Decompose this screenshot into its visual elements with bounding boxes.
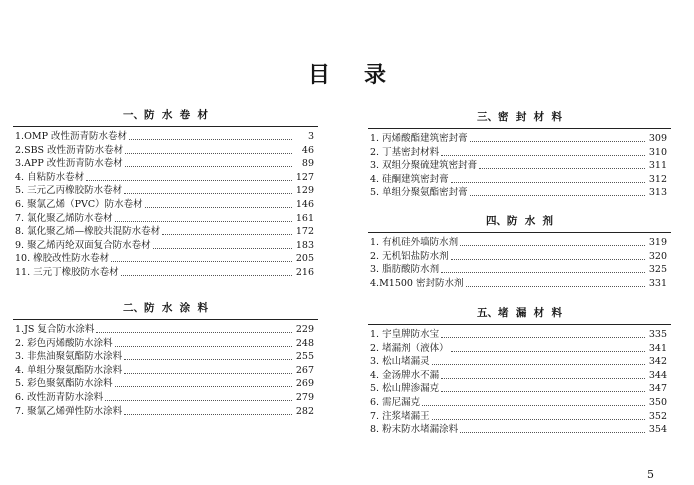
toc-entry-title: 1. 有机硅外墙防水剂: [370, 237, 459, 248]
toc-entry[interactable]: [15, 157, 314, 170]
toc-entry[interactable]: [15, 130, 314, 143]
toc-entry-page: 46: [301, 144, 314, 156]
dot-leader: [441, 146, 645, 156]
toc-entry[interactable]: [15, 323, 314, 336]
dot-leader: [105, 391, 292, 401]
toc-entry[interactable]: [370, 263, 667, 276]
toc-entry-title: 2. 堵漏剂（液体）: [370, 342, 449, 354]
toc-entry-page: 311: [648, 160, 667, 172]
toc-entry-title: 2. 丁基密封材料: [370, 146, 440, 158]
section-heading: 四、防 水 剂: [485, 215, 554, 227]
toc-entry-title: 4.M1500 密封防水剂: [370, 277, 464, 289]
dot-leader: [460, 423, 645, 433]
toc-entry-title: 3. 脂肪酸防水剂: [370, 264, 440, 276]
dot-leader: [125, 144, 292, 154]
toc-entry[interactable]: [370, 159, 667, 172]
dot-leader: [441, 382, 645, 392]
toc-entry-title: 8. 氯化聚乙烯—橡胶共混防水卷材: [15, 226, 161, 238]
toc-entry[interactable]: [15, 377, 314, 390]
toc-entry-page: 89: [301, 158, 314, 170]
toc-entry[interactable]: [370, 250, 667, 263]
toc-entry[interactable]: [370, 236, 667, 249]
section-divider: [13, 319, 318, 320]
toc-entry[interactable]: [370, 186, 667, 199]
toc-entry[interactable]: [370, 423, 667, 436]
dot-leader: [145, 198, 292, 208]
dot-leader: [153, 239, 292, 249]
dot-leader: [86, 171, 292, 181]
dot-leader: [460, 236, 645, 246]
dot-leader: [124, 364, 292, 374]
toc-entry-page: 267: [295, 364, 314, 376]
toc-entry[interactable]: [15, 350, 314, 363]
toc-entry-title: 5. 三元乙丙橡胶防水卷材: [15, 185, 123, 197]
section-heading: 一、防 水 卷 材: [123, 109, 208, 121]
dot-leader: [432, 355, 645, 365]
dot-leader: [115, 377, 292, 387]
toc-entry[interactable]: [370, 173, 667, 186]
dot-leader: [124, 405, 292, 415]
toc-entry[interactable]: [15, 225, 314, 238]
dot-leader: [121, 266, 292, 276]
toc-entry[interactable]: [15, 184, 314, 197]
dot-leader: [129, 130, 292, 140]
toc-entry-page: 319: [648, 237, 667, 248]
toc-entry-title: 1. 丙烯酸酯建筑密封膏: [370, 133, 468, 144]
dot-leader: [115, 337, 292, 347]
toc-entry-title: 9. 聚乙烯丙纶双面复合防水卷材: [15, 239, 151, 251]
toc-entry[interactable]: [15, 391, 314, 404]
toc-entry[interactable]: [370, 396, 667, 409]
toc-entry-title: 4. 自粘防水卷材: [15, 171, 85, 183]
toc-entry-page: 229: [295, 324, 314, 335]
toc-entry-page: 279: [295, 392, 314, 403]
toc-entry-page: 320: [648, 250, 667, 262]
toc-entry[interactable]: [370, 342, 667, 355]
toc-entry-page: 161: [295, 212, 314, 224]
section-divider: [13, 126, 318, 127]
toc-entry[interactable]: [15, 212, 314, 225]
toc-entry-title: 4. 单组分聚氨酯防水涂料: [15, 364, 123, 376]
dot-leader: [441, 263, 645, 273]
toc-entry-page: 313: [648, 187, 667, 199]
toc-entry-title: 1.JS 复合防水涂料: [15, 324, 95, 335]
toc-entry[interactable]: [370, 410, 667, 423]
toc-entry[interactable]: [370, 382, 667, 395]
toc-entry-page: 216: [295, 267, 314, 278]
toc-entry-page: 331: [648, 277, 667, 289]
toc-entry-page: 341: [648, 342, 667, 354]
section-divider: [368, 128, 671, 129]
toc-entry[interactable]: [370, 355, 667, 368]
section-divider: [368, 232, 671, 233]
toc-entry[interactable]: [15, 171, 314, 184]
toc-entry[interactable]: [370, 146, 667, 159]
toc-entry-page: 3: [307, 131, 314, 142]
toc-entry-title: 11. 三元丁橡胶防水卷材: [15, 267, 119, 278]
dot-leader: [441, 369, 645, 379]
toc-entry-page: 146: [295, 199, 314, 210]
toc-entry-page: 335: [648, 329, 667, 340]
toc-entry[interactable]: [15, 144, 314, 157]
toc-entry-page: 342: [648, 356, 667, 368]
toc-entry-title: 1. 宇皇牌防水宝: [370, 329, 440, 340]
toc-entry[interactable]: [15, 364, 314, 377]
toc-entry-title: 5. 彩色聚氨酯防水涂料: [15, 378, 113, 390]
toc-entry[interactable]: [15, 405, 314, 418]
toc-entry[interactable]: [370, 132, 667, 145]
section-divider: [368, 324, 671, 325]
toc-entry-title: 3.APP 改性沥青防水卷材: [15, 158, 123, 170]
section-heading: 二、防 水 涂 料: [123, 302, 208, 314]
toc-entry-page: 183: [295, 239, 314, 251]
toc-entry-title: 8. 粉末防水堵漏涂料: [370, 424, 459, 436]
dot-leader: [470, 132, 645, 142]
dot-leader: [432, 410, 645, 420]
dot-leader: [451, 173, 645, 183]
toc-entry-page: 325: [648, 264, 667, 276]
toc-entry[interactable]: [15, 252, 314, 265]
dot-leader: [111, 252, 292, 262]
toc-entry-page: 129: [295, 185, 314, 197]
page-number: 5: [647, 468, 654, 481]
toc-entry[interactable]: [15, 266, 314, 279]
toc-entry-page: 347: [648, 383, 667, 395]
dot-leader: [441, 328, 645, 338]
toc-entry-page: 354: [648, 424, 667, 436]
toc-entry-page: 269: [295, 378, 314, 390]
toc-entry-page: 248: [295, 337, 314, 349]
dot-leader: [124, 184, 292, 194]
toc-entry-page: 282: [295, 405, 314, 417]
toc-entry-title: 5. 单组分聚氨酯密封膏: [370, 187, 468, 199]
toc-entry-title: 7. 聚氯乙烯弹性防水涂料: [15, 405, 123, 417]
toc-entry-title: 6. 聚氯乙烯（PVC）防水卷材: [15, 199, 143, 210]
toc-entry-title: 3. 松山堵漏灵: [370, 356, 430, 368]
dot-leader: [96, 323, 292, 333]
dot-leader: [451, 342, 645, 352]
toc-entry-title: 2. 无机铝盐防水剂: [370, 250, 449, 262]
dot-leader: [470, 186, 645, 196]
toc-entry-page: 350: [648, 397, 667, 408]
toc-entry[interactable]: [15, 198, 314, 211]
dot-leader: [466, 277, 646, 287]
toc-entry-page: 172: [295, 226, 314, 238]
toc-entry[interactable]: [370, 369, 667, 382]
toc-entry-title: 4. 金汤牌水不漏: [370, 369, 440, 381]
toc-entry-title: 3. 双组分聚硫建筑密封膏: [370, 160, 478, 172]
dot-leader: [125, 157, 292, 167]
dot-leader: [162, 225, 292, 235]
toc-entry-title: 2. 彩色丙烯酸防水涂料: [15, 337, 113, 349]
toc-entry-page: 309: [648, 133, 667, 144]
toc-entry-title: 7. 注浆堵漏王: [370, 410, 430, 422]
toc-entry-title: 6. 需尼漏克: [370, 397, 421, 408]
toc-entry-title: 5. 松山牌渗漏克: [370, 383, 440, 395]
toc-entry-page: 205: [295, 253, 314, 265]
toc-entry[interactable]: [370, 277, 667, 290]
toc-entry-title: 1.OMP 改性沥青防水卷材: [15, 131, 127, 142]
section-heading: 五、堵 漏 材 料: [477, 307, 562, 319]
toc-entry-title: 7. 氯化聚乙烯防水卷材: [15, 212, 113, 224]
toc-entry[interactable]: [15, 239, 314, 252]
toc-entry-title: 10. 橡胶改性防水卷材: [15, 253, 110, 265]
toc-entry-title: 6. 改性沥青防水涂料: [15, 392, 104, 403]
dot-leader: [124, 350, 292, 360]
section-heading: 三、密 封 材 料: [477, 111, 562, 123]
page-title: 目录: [307, 62, 420, 88]
dot-leader: [451, 250, 645, 260]
toc-entry-page: 255: [295, 351, 314, 363]
toc-entry-page: 310: [648, 146, 667, 158]
toc-entry-page: 344: [648, 369, 667, 381]
toc-entry-title: 2.SBS 改性沥青防水卷材: [15, 144, 124, 156]
toc-entry-page: 352: [648, 410, 667, 422]
toc-entry[interactable]: [370, 328, 667, 341]
toc-entry[interactable]: [15, 337, 314, 350]
toc-entry-title: 3. 非焦油聚氨酯防水涂料: [15, 351, 123, 363]
toc-entry-page: 127: [295, 171, 314, 183]
dot-leader: [115, 212, 292, 222]
dot-leader: [422, 396, 645, 406]
toc-entry-page: 312: [648, 173, 667, 185]
toc-entry-title: 4. 硅酮建筑密封膏: [370, 173, 449, 185]
dot-leader: [479, 159, 645, 169]
